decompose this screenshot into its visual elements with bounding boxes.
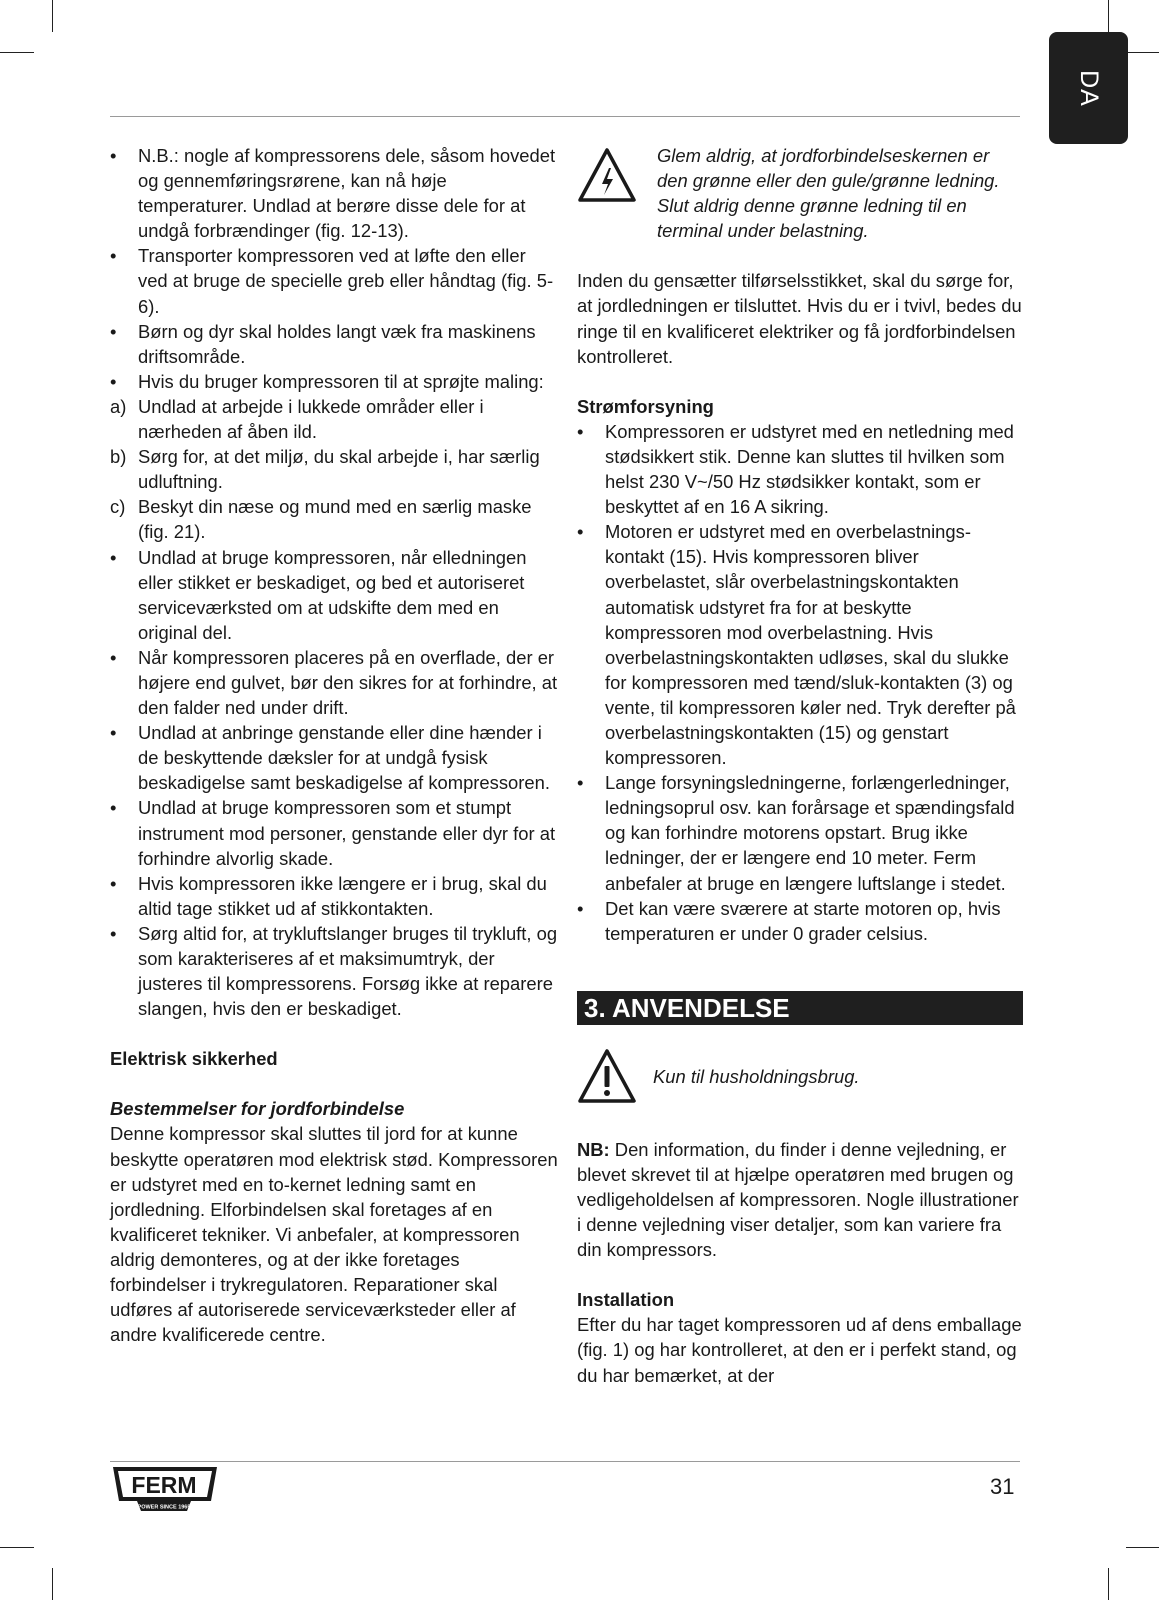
crop-mark xyxy=(1126,1547,1159,1548)
safety-bullet-text: Sørg for, at det miljø, du skal arbejde i, har særlig udluftning. xyxy=(138,446,540,493)
usage-warning-text: Kun til husholdningsbrug. xyxy=(653,1066,860,1088)
ferm-logo xyxy=(111,1465,219,1513)
safety-bullet-text: N.B.: nogle af kompressorens dele, såsom hovedet og gennemføringsrørene, kan nå høje temperaturer. Undlad at berøre disse dele for at undgå forbrændinger (fig. 12-13). xyxy=(138,145,556,242)
crop-mark xyxy=(1108,0,1109,32)
safety-bullet xyxy=(110,369,560,394)
safety-bullet-marker: b) xyxy=(110,446,127,468)
power-bullet-text: Det kan være sværere at starte motoren op, hvis temperaturen er under 0 grader celsius. xyxy=(605,897,1001,944)
logo-text: FERM xyxy=(131,1472,197,1498)
header-rule xyxy=(110,116,1020,117)
safety-bullet-text: Undlad at arbejde i lukkede områder eller i nærheden af åben ild. xyxy=(138,395,484,443)
safety-bullet-text: Undlad at bruge kompressoren som et stumpt instrument mod personer, genstande eller dyr for at forhindre alvorlig skade. xyxy=(138,797,556,869)
section-title: 3. ANVENDELSE xyxy=(577,991,1023,1025)
safety-bullet-text: Når kompressoren placeres på en overflade, der er højere end gulvet, bør den sikres for at forhindre, at den falder ned under drift. xyxy=(138,646,558,719)
power-supply-heading: Strømforsyning xyxy=(577,395,714,417)
safety-bullet xyxy=(110,494,560,544)
safety-bullet-marker: • xyxy=(110,872,117,894)
page-number: 31 xyxy=(990,1474,1015,1499)
safety-bullet xyxy=(110,645,560,720)
left-column xyxy=(110,143,560,1347)
power-bullet-text: Lange forsyningsledningerne, forlængerledninger, ledningsoprul osv. kan forårsage et spændingsfald og kan forhindre motorens opstart. Brug ikke ledninger, der er længere end 10 meter. Ferm anbefaler at bruge en længere luftslange i stedet. xyxy=(605,772,1015,894)
warning-triangle-icon xyxy=(577,1047,637,1107)
logo-tagline: POWER SINCE 1965 xyxy=(137,1504,191,1511)
installation-text: Efter du har taget kompressoren ud af dens emballage (fig. 1) og har kontrolleret, at den er i perfekt stand, og du har bemærket, at der xyxy=(577,1314,1022,1386)
usage-warning xyxy=(577,1047,1023,1107)
electric-hazard-icon xyxy=(577,146,637,206)
safety-bullet xyxy=(110,720,560,795)
safety-bullet xyxy=(110,319,560,369)
power-bullet-marker: • xyxy=(577,521,584,543)
power-bullet-list xyxy=(577,419,1023,946)
safety-bullet xyxy=(110,921,560,1021)
ground-warning-text: Glem aldrig, at jordforbindelseskernen er den grønne eller den gule/grønne ledning. Slut aldrig denne grønne ledning til en terminal under belastning. xyxy=(657,145,1000,242)
safety-bullet-text: Undlad at anbringe genstande eller dine hænder i de beskyttende dæksler for at undgå fysisk beskadigelse samt beskadigelse af kompressoren. xyxy=(138,722,550,794)
safety-bullet xyxy=(110,444,560,494)
crop-mark xyxy=(52,1568,53,1600)
language-tab-label: DA xyxy=(1074,69,1103,107)
safety-bullet-text: Børn og dyr skal holdes langt væk fra maskinens driftsområde. xyxy=(138,320,536,367)
installation-heading: Installation xyxy=(577,1289,675,1311)
safety-bullet xyxy=(110,243,560,318)
crop-mark xyxy=(1126,52,1159,53)
safety-bullet xyxy=(110,795,560,870)
power-bullet xyxy=(577,896,1023,946)
crop-mark xyxy=(1108,1568,1109,1600)
power-bullet-marker: • xyxy=(577,897,584,919)
footer-rule xyxy=(110,1461,1020,1462)
crop-mark xyxy=(52,0,53,32)
safety-bullet-text: Beskyt din næse og mund med en særlig maske (fig. 21). xyxy=(138,496,532,543)
crop-mark xyxy=(0,1547,34,1548)
power-bullet-marker: • xyxy=(577,772,584,794)
crop-mark xyxy=(0,52,34,53)
nb-paragraph xyxy=(577,1137,1023,1262)
safety-bullet-marker: • xyxy=(110,245,117,267)
safety-bullet-marker: • xyxy=(110,722,117,744)
nb-text: Den information, du finder i denne vejledning, er blevet skrevet til at hjælpe operatøren med brugen og vedligeholdelsen af kompressoren. Nogle illustrationer i denne vejledning viser detaljer, som kan variere fra din kompressors. xyxy=(577,1138,1019,1261)
safety-bullet-text: Sørg altid for, at trykluftslanger bruges til trykluft, og som karakteriseres af et maksimumtryk, der justeres til kompressorens. Forsøg ikke at reparere slangen, hvis den er beskadiget. xyxy=(138,922,558,1020)
safety-bullet-marker: • xyxy=(110,922,117,944)
language-tab xyxy=(1049,32,1128,144)
power-bullet xyxy=(577,519,1023,770)
power-bullet xyxy=(577,419,1023,519)
power-bullet-text: Motoren er udstyret med en overbelastningskontakt (15). Hvis kompressoren bliver overbelastet, slår overbelastningskontakten automatisk udstyret fra for at beskytte kompressoren mod overbelastning. Hvis overbelastningskontakten udløses, skal du slukke for kompressoren med tænd/sluk-kontakten (3) og vente, til kompressoren køler ned. Tryk derefter på overbelastningskontakten (15) og genstart kompressoren. xyxy=(605,521,1016,769)
safety-bullet-marker: c) xyxy=(110,496,126,518)
safety-bullet-marker: • xyxy=(110,546,117,568)
ground-rules-subheading: Bestemmelser for jordforbindelse xyxy=(110,1098,405,1120)
safety-bullet-marker: • xyxy=(110,370,117,392)
safety-bullet-list xyxy=(110,143,560,1021)
safety-bullet xyxy=(110,394,560,444)
safety-bullet xyxy=(110,143,560,243)
safety-bullet-marker: • xyxy=(110,646,117,668)
safety-bullet-text: Transporter kompressoren ved at løfte den eller ved at bruge de specielle greb eller håndtag (fig. 5-6). xyxy=(138,245,554,317)
safety-bullet-text: Hvis kompressoren ikke længere er i brug, skal du altid tage stikket ud af stikkontakten. xyxy=(138,872,547,919)
ground-rules-text: Denne kompressor skal sluttes til jord for at kunne beskytte operatøren mod elektrisk stød. Kompressoren er udstyret med en to-kernet ledning samt en jordledning. Elforbindelsen skal foretages af en kvalificeret tekniker. Vi anbefaler, at kompressoren aldrig demonteres, og at der ikke foretages forbindelser i trykregulatoren. Reparationer skal udføres af autoriserede serviceværksteder eller af andre kvalificerede centre. xyxy=(110,1123,558,1346)
ground-warning xyxy=(577,143,1023,243)
safety-bullet-marker: • xyxy=(110,145,117,166)
safety-bullet-marker: • xyxy=(110,797,117,819)
right-column xyxy=(577,143,1023,1388)
nb-label: NB: xyxy=(577,1138,610,1160)
safety-bullet-marker: a) xyxy=(110,395,127,417)
power-bullet-text: Kompressoren er udstyret med en netledning med stødsikkert stik. Denne kan sluttes til hvilken som helst 230 V~/50 Hz stødsikker kontakt, som er beskyttet af en 16 A sikring. xyxy=(605,420,1014,518)
power-bullet xyxy=(577,770,1023,895)
electric-safety-heading: Elektrisk sikkerhed xyxy=(110,1048,278,1070)
safety-bullet-marker: • xyxy=(110,320,117,342)
power-bullet-marker: • xyxy=(577,420,584,442)
safety-bullet xyxy=(110,871,560,921)
safety-bullet-text: Undlad at bruge kompressoren, når elledningen eller stikket er beskadiget, og bed et autoriseret serviceværksted om at udskifte dem med en original del. xyxy=(138,546,527,643)
safety-bullet xyxy=(110,545,560,645)
safety-bullet-text: Hvis du bruger kompressoren til at sprøjte maling: xyxy=(138,370,544,392)
ground-check-text: Inden du gensætter tilførselsstikket, skal du sørge for, at jordledningen er tilsluttet. Hvis du er i tvivl, bedes du ringe til en kvalificeret elektriker og få jordforbindelsen kontrolleret. xyxy=(577,270,1022,367)
